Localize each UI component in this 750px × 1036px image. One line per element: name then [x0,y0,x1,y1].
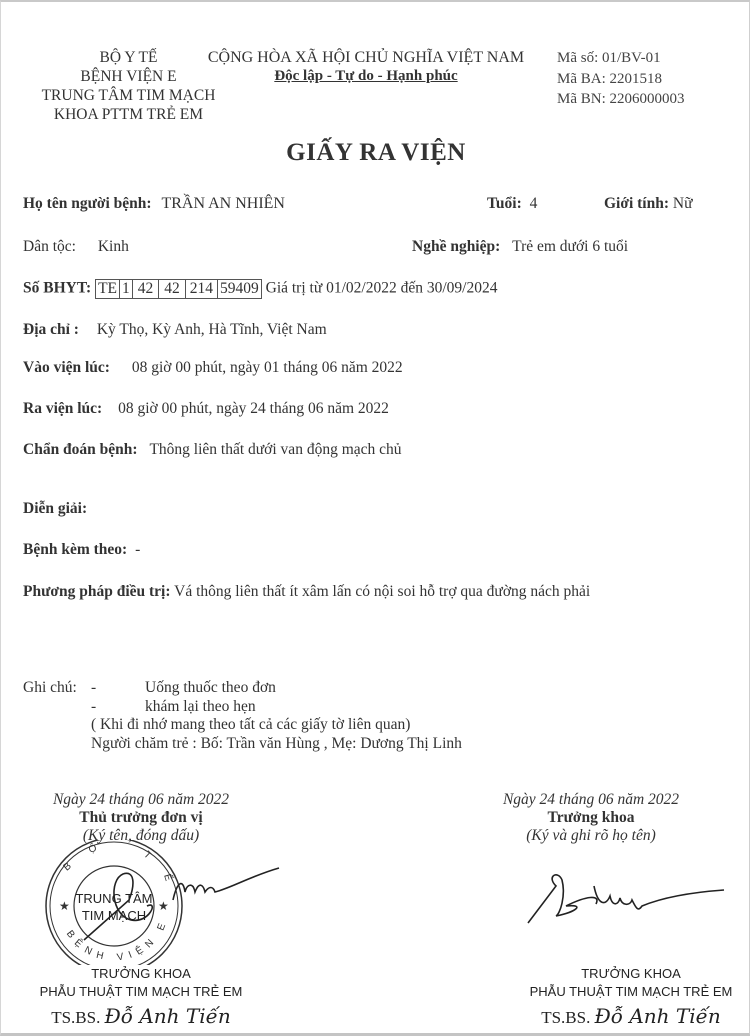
treatment-value: Vá thông liên thất ít xâm lấn có nội soi hỗ trợ qua đường nách phải [174,583,591,600]
comorbidity-row [23,541,140,559]
svg-text:TIM MẠCH: TIM MẠCH [81,908,147,923]
explanation-row [23,500,87,518]
patient-name-row [23,195,285,213]
national-header [191,48,541,86]
diagnosis-value: Thông liên thất dưới van động mạch chủ [149,441,402,458]
department: KHOA PTTM TRẺ EM [53,106,204,123]
right-title-1: TRƯỞNG KHOA [581,966,681,981]
insurance-label: Số BHYT: [23,279,92,297]
age-label: Tuổi: [487,195,522,212]
discharge-row [23,400,389,418]
country-name: CỘNG HÒA XÃ HỘI CHỦ NGHĨA VIỆT NAM [207,49,525,66]
patient-name: TRẦN AN NHIÊN [161,195,285,212]
left-title-1: TRƯỞNG KHOA [91,966,191,981]
diagnosis-row [23,441,402,459]
note-item: Uống thuốc theo đơn [145,679,276,696]
note-line [23,679,462,698]
treatment-row [23,583,590,601]
address-label: Địa chỉ : [23,321,79,338]
svg-text:BỆNH VIỆN E: BỆNH VIỆN E [63,916,171,964]
insurance-part: 1 [119,279,132,299]
svg-text:★: ★ [158,899,169,913]
left-title-2: PHẪU THUẬT TIM MẠCH TRẺ EM [39,984,243,999]
center: TRUNG TÂM TIM MẠCH [41,87,216,104]
left-signature-date: Ngày 24 tháng 06 năm 2022 [52,791,230,808]
age-value: 4 [529,195,538,212]
left-doctor-script-name: Đỗ Anh Tiến [104,1004,231,1028]
note-caregiver: Người chăm trẻ : Bố: Trần văn Hùng , Mẹ: Dương Thị Linh [91,734,462,752]
occupation-label: Nghề nghiệp: [412,238,501,255]
occupation-value: Trẻ em dưới 6 tuổi [512,238,629,255]
right-signature-header [471,791,711,845]
insurance-part: 59409 [217,279,261,299]
address-row [23,321,327,339]
admission-row [23,359,403,377]
comorbidity-value: - [135,541,141,558]
explanation-label: Diễn giải: [23,500,88,517]
left-signature-note: (Ký tên, đóng dấu) [82,827,200,844]
insurance-part: TE [95,279,119,299]
left-signature-role: Thủ trưởng đơn vị [79,809,203,826]
right-doctor-prefix: TS.BS. [541,1008,591,1027]
ethnicity-field [23,238,129,256]
right-doctor-script-name: Đỗ Anh Tiến [594,1004,721,1028]
right-signature-note: (Ký và ghi rõ họ tên) [526,827,656,844]
insurance-row [23,279,497,299]
discharge-label: Ra viện lúc: [23,400,103,417]
age-field [487,195,537,213]
left-signature-header [21,791,261,845]
notes-section [23,679,462,753]
note-reminder: ( Khi đi nhớ mang theo tất cả các giấy tờ liên quan) [91,716,411,733]
insurance-part: 42 [158,279,185,299]
patient-name-label: Họ tên người bệnh: [23,195,152,212]
medical-record-code: Mã BA: 2201518 [557,70,662,87]
national-motto: Độc lập - Tự do - Hạnh phúc [274,68,458,84]
patient-code: Mã BN: 2206000003 [557,91,685,107]
right-signature-scribble [526,866,726,931]
right-doctor-name [521,1004,741,1028]
occupation-field [412,238,628,256]
svg-text:TRUNG TÂM: TRUNG TÂM [75,891,153,906]
ethnicity-value: Kinh [97,238,129,255]
svg-text:BỘ TẾ: BỘ TẾ [61,840,181,904]
gender-label: Giới tính: [604,195,669,212]
gender-field [604,195,692,213]
diagnosis-label: Chẩn đoán bệnh: [23,441,138,458]
note-line [23,698,462,717]
svg-text:★: ★ [59,899,70,913]
stamp-icon [39,840,189,965]
right-signature-date: Ngày 24 tháng 06 năm 2022 [502,791,680,808]
signature-icon [526,866,726,931]
form-code: Mã số: 01/BV-01 [557,50,661,66]
document-title: GIẤY RA VIỆN [286,139,466,166]
insurance-part: 42 [132,279,159,299]
discharge-time: 08 giờ 00 phút, ngày 24 tháng 06 năm 2022 [118,400,389,417]
notes-label: Ghi chú: [23,679,77,696]
left-doctor-prefix: TS.BS. [51,1008,101,1027]
insurance-validity: Giá trị từ 01/02/2022 đến 30/09/2024 [265,279,498,297]
note-item: khám lại theo hẹn [145,697,256,715]
admission-time: 08 giờ 00 phút, ngày 01 tháng 06 năm 2022 [131,359,403,376]
record-codes [557,48,685,110]
hospital: BỆNH VIỆN E [80,68,177,85]
ministry: BỘ Y TẾ [99,49,158,66]
gender-value: Nữ [672,195,693,212]
insurance-part: 214 [185,279,217,299]
signature-icon [171,862,281,912]
left-signature-scribble [171,862,281,912]
right-title-2: PHẪU THUẬT TIM MẠCH TRẺ EM [529,984,733,999]
address-value: Kỳ Thọ, Kỳ Anh, Hà Tĩnh, Việt Nam [96,321,327,338]
bullet: - [91,697,97,715]
official-stamp [39,840,189,965]
right-signature-role: Trưởng khoa [547,809,635,826]
ethnicity-label: Dân tộc: [23,238,76,255]
admission-label: Vào viện lúc: [23,359,110,376]
comorbidity-label: Bệnh kèm theo: [23,541,128,558]
treatment-label: Phương pháp điều trị: [23,583,171,600]
bullet: - [91,679,97,696]
left-doctor-name [21,1004,261,1028]
insurance-number [95,279,262,299]
